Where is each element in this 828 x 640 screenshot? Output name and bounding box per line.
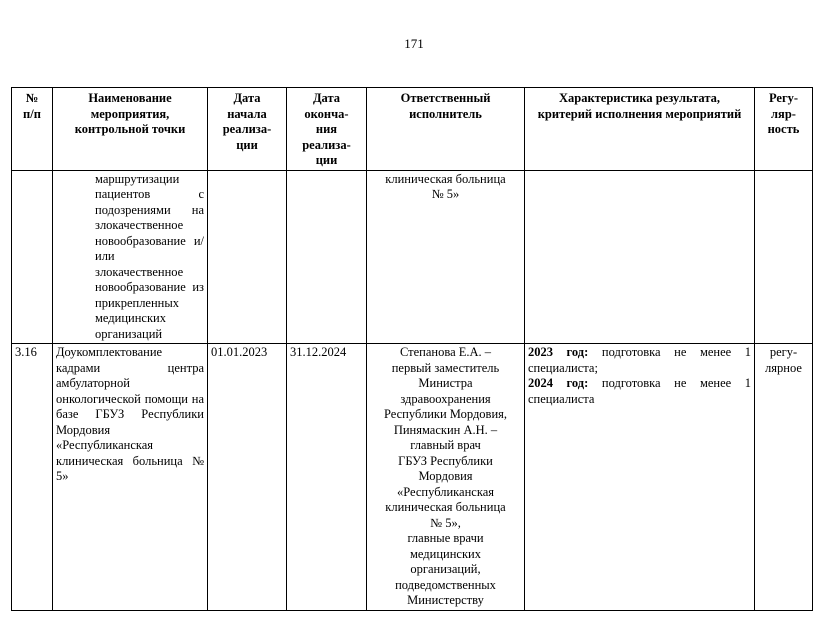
cell-start-date: 01.01.2023 [208, 344, 287, 611]
cell-responsible: клиническая больница № 5» [367, 170, 525, 344]
header-regularity: Регу- ляр- ность [755, 88, 813, 171]
result-item [528, 376, 751, 407]
table-header-row [12, 88, 813, 171]
cell-responsible: Степанова Е.А. – первый заместитель Министра здравоохранения Республики Мордовия, Пинямаскин А.Н. – главный врач ГБУЗ Республики Мордовия «Республиканская клиническая больница № 5», главные врачи медицинских организаций, подведомственных Министерству [367, 344, 525, 611]
events-table [11, 87, 813, 611]
result-year: 2023 год: [528, 345, 589, 359]
header-start-date: Дата начала реализа- ции [208, 88, 287, 171]
header-result: Характеристика результата, критерий исполнения мероприятий [525, 88, 755, 171]
header-name: Наименование мероприятия, контрольной точки [53, 88, 208, 171]
cell-end-date: 31.12.2024 [287, 344, 367, 611]
result-year: 2024 год: [528, 376, 589, 390]
cell-num [12, 170, 53, 344]
cell-result [525, 344, 755, 611]
cell-result [525, 170, 755, 344]
result-text: подготовка не менее 1 специалиста; [528, 345, 751, 375]
table-row [12, 170, 813, 344]
header-responsible: Ответственный исполнитель [367, 88, 525, 171]
cell-name: Доукомплектование кадрами центра амбулаторной онкологической помощи на базе ГБУЗ Республики Мордовия «Республиканская клиническая больница № 5» [53, 344, 208, 611]
header-end-date: Дата оконча- ния реализа- ции [287, 88, 367, 171]
header-num: № п/п [12, 88, 53, 171]
cell-end-date [287, 170, 367, 344]
cell-name: маршрутизации пациентов с подозрениями на злокачественное новообразование и/или злокачественное новообразование из прикрепленных медицинских организаций [53, 170, 208, 344]
page-number: 171 [404, 36, 424, 51]
result-text: подготовка не менее 1 специалиста [528, 376, 751, 406]
cell-regularity: регу- лярное [755, 344, 813, 611]
result-item [528, 345, 751, 376]
cell-start-date [208, 170, 287, 344]
cell-num: 3.16 [12, 344, 53, 611]
cell-regularity [755, 170, 813, 344]
table-row [12, 344, 813, 611]
